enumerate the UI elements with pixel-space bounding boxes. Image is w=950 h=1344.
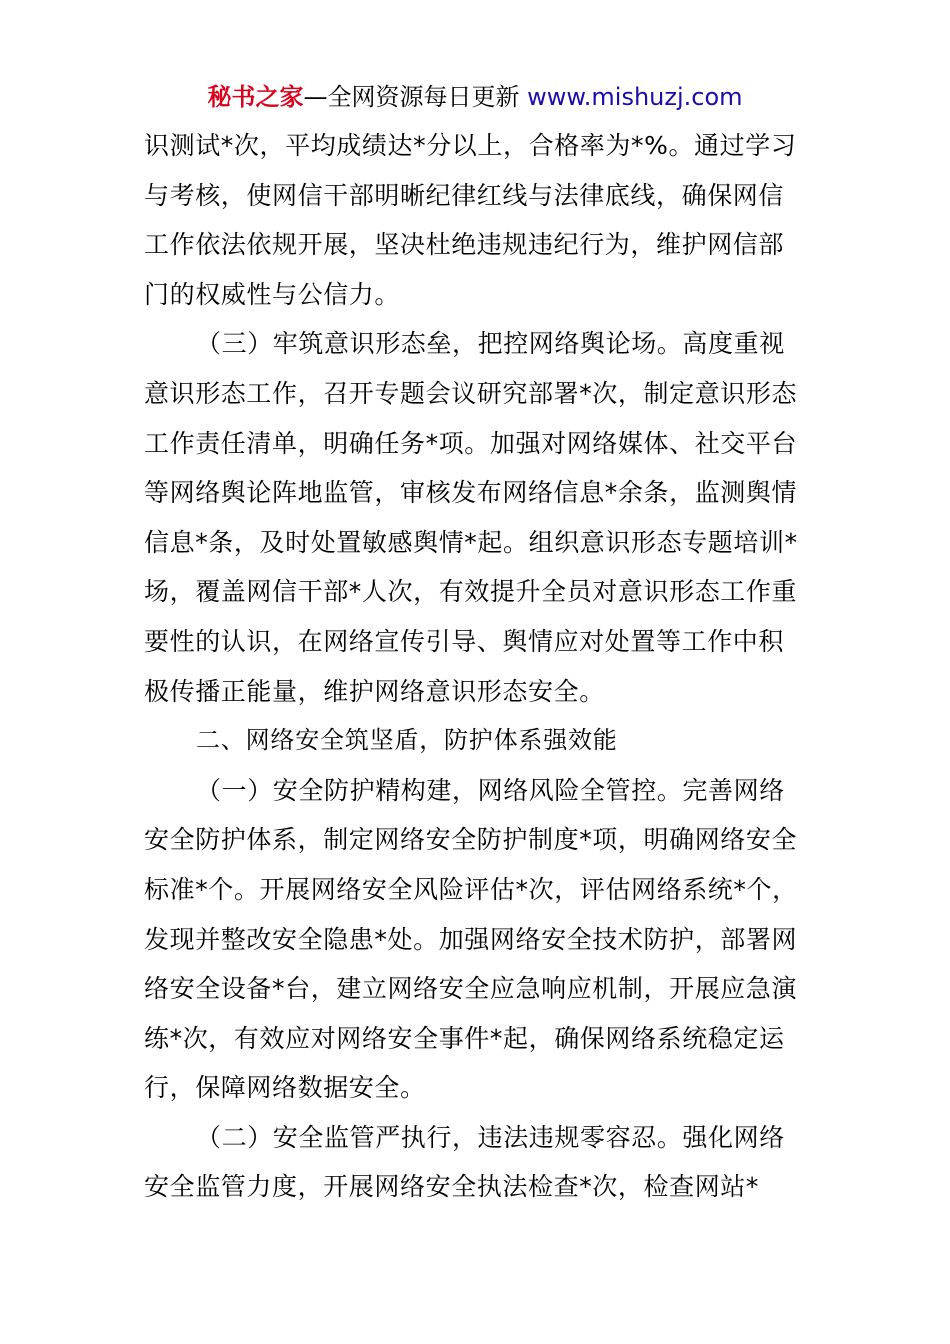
subsection-heading-line: （一）安全防护精构建，网络风险全管控。完善网络: [196, 775, 785, 805]
text-line: 标准*个。开展网络安全风险评估*次，评估网络系统*个，: [144, 874, 798, 904]
text-line: 信息*条，及时处置敏感舆情*起。组织意识形态专题培训*: [144, 527, 798, 557]
text-line: 识测试*次，平均成绩达*分以上，合格率为*%。通过学习: [144, 131, 797, 160]
text-line: 极传播正能量，维护网络意识形态安全。: [144, 676, 605, 706]
subsection-heading-line: （三）牢筑意识形态垒，把控网络舆论场。高度重视: [196, 329, 785, 359]
text-line: 意识形态工作，召开专题会议研究部署*次，制定意识形态: [144, 378, 798, 408]
header-tagline: —全网资源每日更新: [303, 83, 528, 111]
text-line: 与考核，使网信干部明晰纪律红线与法律底线，确保网信: [144, 180, 785, 210]
text-line: 络安全设备*台，建立网络安全应急响应机制，开展应急演: [144, 974, 798, 1004]
text-line: 要性的认识，在网络宣传引导、舆情应对处置等工作中积: [144, 626, 785, 656]
section-heading: 二、网络安全筑坚盾，防护体系强效能: [196, 726, 618, 755]
text-line: 工作责任清单，明确任务*项。加强对网络媒体、社交平台: [144, 428, 798, 458]
site-url: www.mishuzj.com: [527, 83, 743, 111]
text-line: 等网络舆论阵地监管，审核发布网络信息*余条，监测舆情: [144, 478, 798, 508]
brand-name: 秘书之家: [207, 83, 304, 111]
subsection-heading-line: （二）安全监管严执行，违法违规零容忍。强化网络: [196, 1122, 785, 1152]
document-body: [144, 121, 810, 1212]
text-line: 工作依法依规开展，坚决杜绝违规违纪行为，维护网信部: [144, 230, 785, 260]
text-line: 安全防护体系，制定网络安全防护制度*项，明确网络安全: [144, 825, 798, 855]
page-header: [0, 80, 950, 114]
text-line: 练*次，有效应对网络安全事件*起，确保网络系统稳定运: [144, 1023, 785, 1053]
text-line: 发现并整改安全隐患*处。加强网络安全技术防护，部署网: [144, 924, 798, 954]
text-line: 场，覆盖网信干部*人次，有效提升全员对意识形态工作重: [144, 577, 798, 607]
text-line: 安全监管力度，开展网络安全执法检查*次，检查网站*: [144, 1172, 760, 1202]
text-line: 门的权威性与公信力。: [144, 279, 401, 309]
text-line: 行，保障网络数据安全。: [144, 1073, 426, 1103]
